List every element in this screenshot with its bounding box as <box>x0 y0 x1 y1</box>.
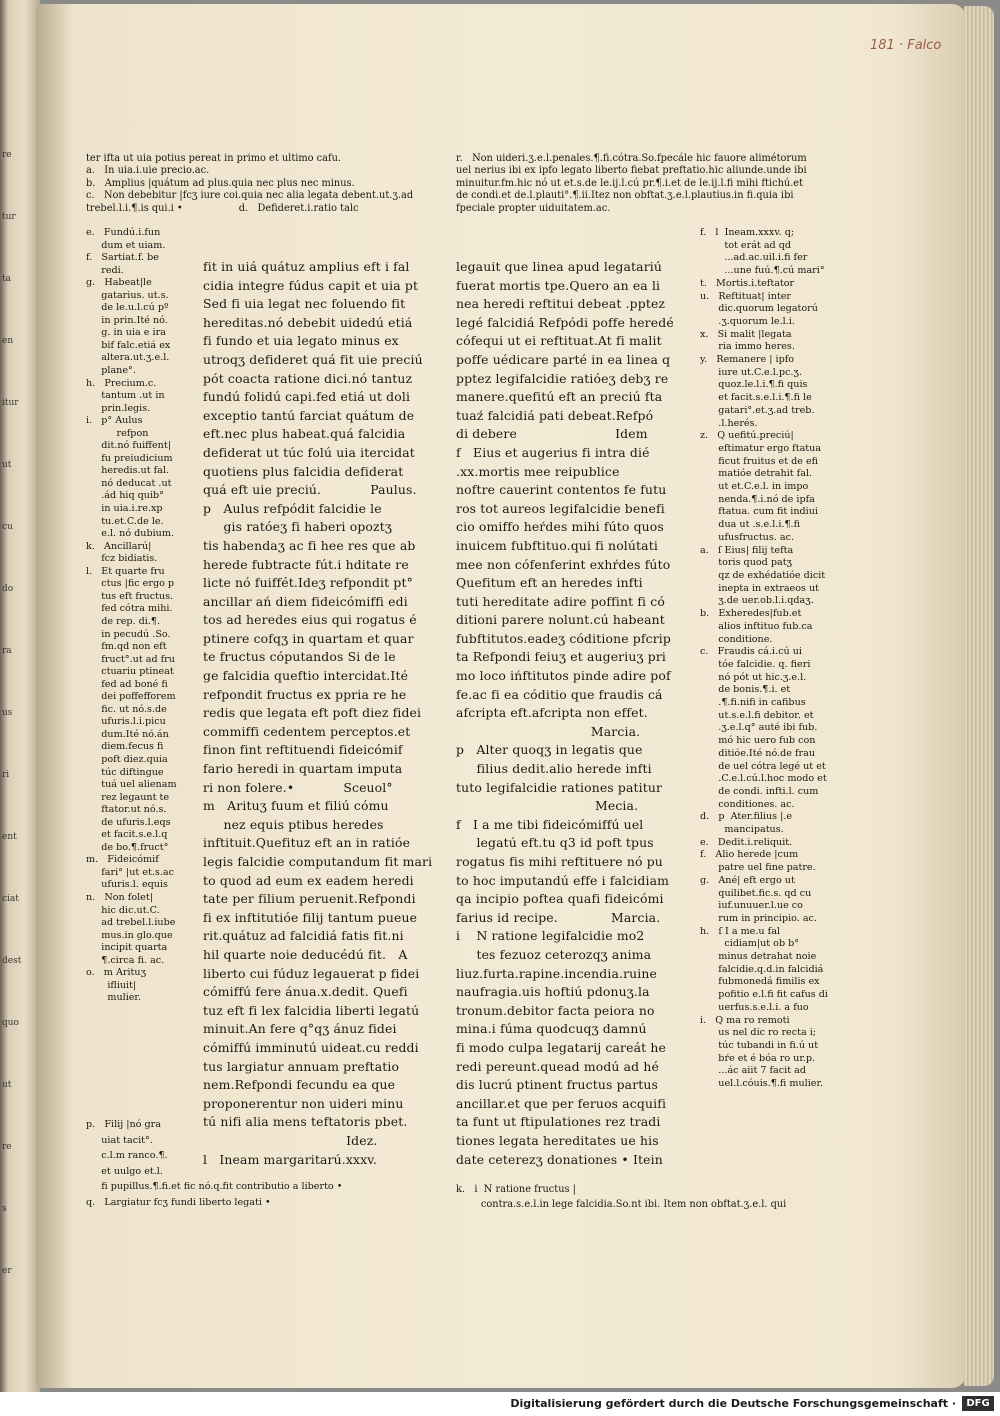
margin-note-line: m. Fideicómif <box>86 854 159 866</box>
margin-note-line: .ʒ.e.l.q° auté ibi fub. <box>700 722 818 734</box>
margin-note-line: dua ut .s.e.l.i.¶.fi <box>700 519 801 531</box>
text-line: fe.ac fi ea códitio que fraudis cá <box>456 686 663 702</box>
margin-note-line: uerfus.s.e.l.i. a fuo <box>700 1001 809 1013</box>
text-line: qa incipio poftea quafi fideicómi <box>456 891 664 907</box>
text-line: .xx.mortis mee reipublice <box>456 463 620 479</box>
margin-note-line: ufuris.l.i.picu <box>86 716 166 728</box>
margin-note-line: in uia.i.re.xp <box>86 503 163 515</box>
margin-note-line: ʒ.de uer.ob.l.i.qdaʒ. <box>700 595 814 607</box>
text-line: utroqʒ defideret quá fit uie preciú <box>203 351 423 367</box>
margin-note-line: k. Ancillarú| <box>86 540 152 552</box>
text-line: legatú eft.tu q3 id poft tpus <box>456 835 654 851</box>
margin-note-line: mancipatus. <box>700 824 784 836</box>
text-line: di debere Idem <box>456 426 648 442</box>
margin-note-line: túc diftingue <box>86 766 164 778</box>
margin-note-line: o. m Arituʒ <box>86 967 146 979</box>
margin-note-line: g. Ané| eft ergo ut <box>700 874 795 886</box>
margin-note-line: fic. ut nó.s.de <box>86 703 167 715</box>
margin-note-line: .ád hiq quib° <box>86 490 164 502</box>
margin-note-line: .¶.fi.nifi in cafibus <box>700 697 806 709</box>
margin-note-line: patre uel fine patre. <box>700 862 816 874</box>
margin-note-line: .C.e.l.cú.l.hoc modo et <box>700 773 827 785</box>
text-line: hereditas.nó debebit uidedú etiá <box>203 314 413 330</box>
facing-page-fragment: en <box>2 336 14 346</box>
margin-note-line: ¶.circa fi. ac. <box>86 954 165 966</box>
footer-credit: Digitalisierung gefördert durch die Deutsche Forschungsgemeinschaft · <box>510 1397 956 1410</box>
margin-note-line: uiat tacit°. <box>86 1134 153 1146</box>
text-line: tate per filium peruenit.Refpondi <box>203 891 416 907</box>
facing-page-fragment: tur <box>2 212 16 222</box>
margin-note-line: dit.nó fuiffent| <box>86 440 171 452</box>
margin-note-line: ufusfructus. ac. <box>700 531 795 543</box>
text-line: mee non cófenferint exhŕdes fúto <box>456 556 671 572</box>
text-column-2 <box>456 258 674 1169</box>
text-line: tú nifi alia mens teftatoris pbet. <box>203 1114 408 1130</box>
margin-note-line: dum.Ité nó.án <box>86 728 169 740</box>
facing-page-fragment: ent <box>2 832 17 842</box>
text-line: cómiffú fere ánua.x.dedit. Quefi <box>203 984 408 1000</box>
gloss-line: uel nerius ibi ex ipfo legato liberto fiebat preftatio.hic aliunde.unde ibi <box>456 165 807 177</box>
margin-note-line: ctus |fic ergo p <box>86 578 175 590</box>
text-line: finon fint reftituendi fideicómif <box>203 742 403 758</box>
margin-note-line: gatari°.et.ʒ.ad treb. <box>700 404 815 416</box>
text-line: nea heredi reftitui debeat .pptez <box>456 296 666 312</box>
digitization-footer <box>0 1392 1000 1416</box>
text-line: poffe uédicare parté in ea linea q <box>456 351 671 367</box>
margin-note-line: h. Precium.c. <box>86 377 157 389</box>
text-line: cidia integre fúdus capit et uia pt <box>203 277 419 293</box>
margin-note-line: diem.fecus fi <box>86 741 164 753</box>
margin-note-line: .ʒ.quorum le.l.i. <box>700 315 795 327</box>
text-line: manere.quefitú eft an preciú fta <box>456 389 663 405</box>
margin-note-line: bif falc.etiá ex <box>86 339 171 351</box>
margin-note-line: fruct°.ut ad fru <box>86 653 175 665</box>
gloss-line: contra.s.e.l.in lege falcidia.So.nt ibi. Item non obftat.ʒ.e.l. qui <box>456 1199 787 1210</box>
margin-note-line: tóe falcidie. q. fieri <box>700 658 811 670</box>
gloss-line: r. Non uideri.ʒ.e.l.penales.¶.fi.cótra.So.fpecále hic fauore alimétorum <box>456 153 807 164</box>
margin-note-line: refpon <box>86 427 149 439</box>
margin-note-line: fm.qd non eft <box>86 641 167 653</box>
facing-page-fragment: us <box>2 708 13 718</box>
text-line: Quefitum eft an heredes infti <box>456 575 643 591</box>
text-line: tis habendaʒ ac fi hee res que ab <box>203 537 416 553</box>
text-line: commiffi cedentem perceptos.et <box>203 723 411 739</box>
text-line: fundú folidú capi.fed etiá ut doli <box>203 389 411 405</box>
margin-note-line: e.l. nó dubium. <box>86 528 175 540</box>
margin-note-line: de ufuris.l.eqs <box>86 816 171 828</box>
facing-page-fragment: re <box>2 1142 12 1152</box>
text-line: Mecia. <box>456 798 639 814</box>
margin-note-line: incipit quarta <box>86 942 168 954</box>
margin-note-line: in prin.Ité nó. <box>86 314 168 326</box>
margin-note-line: fi pupillus.¶.fi.et fic nó.q.fit contributio a liberto • <box>86 1181 343 1192</box>
text-line: redis que legata eft poft diez fidei <box>203 705 422 721</box>
text-line: inuicem fubftituo.qui fi nolútati <box>456 537 658 553</box>
facing-page-fragment: quo <box>2 1018 19 1028</box>
margin-note-line: i. p° Aulus <box>86 415 143 427</box>
text-line: fi fundo et uia legato minus ex <box>203 333 399 349</box>
text-line: te fructus cóputandos Si de le <box>203 649 396 665</box>
text-line: tiones legata hereditates ue his <box>456 1132 659 1148</box>
text-line: ge falcidia queftio intercidat.Ité <box>203 668 409 684</box>
text-line: fubftitutos.eadeʒ códitione pfcrip <box>456 630 671 646</box>
gloss-bottom-right <box>456 1182 786 1212</box>
text-line: to quod ad eum ex eadem heredi <box>203 872 414 888</box>
margin-note-line: nenda.¶.i.nó de ipfa <box>700 493 815 505</box>
margin-note-line: túc tubandi in fi.ú ut <box>700 1040 819 1051</box>
text-line: mo loco ińftitutos pinde adire pof <box>456 668 671 684</box>
text-line: tuaź falcidiá pati debeat.Refpó <box>456 407 654 423</box>
text-line: naufragia.uis hoftiú pdonuʒ.la <box>456 984 650 1000</box>
margin-note-line: f. l Ineam.xxxv. q; <box>700 227 795 238</box>
margin-notes-left <box>86 227 177 1005</box>
text-line: gis ratóeʒ fi haberi opoztʒ <box>203 519 392 535</box>
text-line: defiderat ut túc folú uia itercidat <box>203 444 415 460</box>
text-line: legauit que linea apud legatariú <box>456 259 663 274</box>
margin-note-line: conditione. <box>700 633 773 645</box>
margin-note-line: us nel dic ro recta i; <box>700 1027 817 1039</box>
facing-page-fragment: s <box>2 1204 7 1214</box>
margin-note-line: g. in uia e ira <box>86 327 166 339</box>
text-line: hil quarte noie deducédú fit. A <box>203 946 408 962</box>
text-line: pót coacta ratione dici.nó tantuz <box>203 370 413 386</box>
facing-page-fragment: itur <box>2 398 19 408</box>
margin-note-line: n. Non folet| <box>86 891 153 903</box>
margin-note-line: de condi. infti.l. cum <box>700 785 819 797</box>
margin-note-line: i. Q ma ro remoti <box>700 1014 790 1026</box>
text-line: refpondit fructus ex ppria re he <box>203 686 407 702</box>
margin-note-line: ria immo heres. <box>700 341 795 353</box>
margin-note-line: poft diez.quia <box>86 753 168 765</box>
margin-note-line: ctuariu ptineat <box>86 666 174 678</box>
margin-note-line: tuá uel alienam <box>86 779 177 791</box>
margin-note-line: prin.legis. <box>86 402 151 414</box>
margin-note-line: redi. <box>86 264 124 276</box>
text-line: f Eius et augerius fi intra dié <box>456 444 650 460</box>
text-line: tuto legifalcidie rationes patitur <box>456 779 663 795</box>
facing-page-fragment: er <box>2 1266 12 1276</box>
gloss-line: a. In uia.i.uie precio.ac. <box>86 165 210 177</box>
margin-note-line: x. Si malit |legata <box>700 328 792 340</box>
text-line: filius dedit.alio herede infti <box>456 761 652 777</box>
margin-note-line: ...ad.ac.uil.i.fi fer <box>700 252 808 264</box>
text-line: tes fezuoz ceterozqʒ anima <box>456 946 652 962</box>
margin-note-line: et facit.s.e.l.q <box>86 829 168 841</box>
text-line: ta funt ut ftipulationes rez tradi <box>456 1114 661 1130</box>
margin-note-line: f. Sartiat.f. be <box>86 252 159 264</box>
text-line: proponerentur non uideri minu <box>203 1095 404 1111</box>
margin-note-line: et facit.s.e.l.i.¶.fi le <box>700 392 812 404</box>
text-line: ditioni parere nolunt.cú habeant <box>456 612 665 628</box>
text-line: noftre cauerint contentos fe futu <box>456 482 667 498</box>
margin-note-line: dum et uiam. <box>86 239 166 251</box>
margin-note-line: ...une fuú.¶.cú mari° <box>700 265 825 277</box>
text-line: afcripta eft.afcripta non effet. <box>456 705 648 721</box>
margin-note-line: ad trebel.l.iube <box>86 917 176 929</box>
margin-note-line: de uel cótra legé ut et <box>700 760 826 772</box>
facing-page-fragment: dest <box>2 956 22 966</box>
margin-note-line: fcz bidiatis. <box>86 553 158 565</box>
margin-note-line: bŕe et é bóa ro ur.p. <box>700 1052 816 1064</box>
text-line: Marcia. <box>456 723 641 739</box>
margin-note-line: tu.et.C.de le. <box>86 515 164 527</box>
margin-note-line: ut.s.e.l.fi debitor. et <box>700 709 814 721</box>
margin-note-line: toris quod patʒ <box>700 557 792 569</box>
margin-note-line: f. Alio herede |cum <box>700 849 799 861</box>
margin-note-line: g. Habeat|le <box>86 277 152 289</box>
text-line: fi modo culpa legatarij careát he <box>456 1039 666 1055</box>
text-line: licte nó fuiffét.Ideʒ refpondit pt° <box>203 575 413 591</box>
text-line: cio omiffo heŕdes mihi fúto quos <box>456 519 664 535</box>
dfg-logo: DFG <box>962 1396 994 1411</box>
margin-note-line: ftator.ut nó.s. <box>86 804 167 816</box>
folio-annotation: 181 · Falco <box>870 38 942 53</box>
text-line: fuerat mortis tpe.Quero an ea li <box>456 277 661 293</box>
margin-note-line: matióe detrahit fal. <box>700 468 813 480</box>
facing-page-fragment: ri <box>2 770 10 780</box>
facing-page-fragment: re <box>2 150 12 160</box>
margin-note-line: dei poffefforem <box>86 691 176 703</box>
text-line: cómiffú imminutú uideat.cu reddi <box>203 1039 419 1055</box>
text-line: pptez legifalcidie ratióeʒ debʒ re <box>456 370 669 386</box>
margin-note-line: fed cótra mihi. <box>86 603 173 615</box>
text-line: ta Refpondi feiuʒ et augeriuʒ pri <box>456 649 667 665</box>
text-line: i N ratione legifalcidie mo2 <box>456 928 645 944</box>
facing-page-fragment: ciat <box>2 894 19 904</box>
margin-note-line: de rep. di.¶. <box>86 615 161 627</box>
facing-page-edge <box>0 0 40 1392</box>
margin-notes-right <box>700 227 828 1091</box>
margin-note-line: quilibet.fic.s. qd cu <box>700 887 812 899</box>
facing-page-fragment: do <box>2 584 14 594</box>
margin-note-line: u. Reftituat| inter <box>700 290 792 302</box>
text-line: farius id recipe. Marcia. <box>456 909 661 925</box>
margin-note-line: falcidie.q.d.in falcidiá <box>700 963 824 975</box>
margin-note-line: de bonis.¶.i. et <box>700 684 791 696</box>
text-line: ancillar.et que per feruos acquifi <box>456 1095 667 1111</box>
text-line: f I a me tibi fideicómiffú uel <box>456 816 644 832</box>
margin-note-line: de le.u.l.cú pº <box>86 302 169 314</box>
margin-note-line: c. Fraudis cá.i.cú ui <box>700 646 803 658</box>
text-line: redi pereunt.quead modú ad hé <box>456 1058 659 1074</box>
margin-note-line: p. Filij |nó gra <box>86 1119 161 1130</box>
margin-note-line: q. Largiatur fcʒ fundi liberto legati • <box>86 1196 271 1208</box>
text-line: l Ineam margaritarú.xxxv. <box>203 1151 378 1167</box>
text-line: ri non folere.• Sceuol° <box>203 779 393 795</box>
gloss-line: fpeciale propter uiduitatem.ac. <box>456 202 611 214</box>
text-line: liuz.furta.rapine.incendia.ruine <box>456 965 658 981</box>
margin-note-line: mulier. <box>86 992 142 1004</box>
text-line: ancillar ań diem fideicómiffi edi <box>203 593 408 609</box>
text-line: quotiens plus falcidia defiderat <box>203 463 404 479</box>
text-line: fi ex inftitutióe filij tantum pueue <box>203 909 418 925</box>
gloss-line: minuitur.fm.hic nó ut et.s.de le.ij.l.cú pr.¶.i.et de le.ij.l.fi mihi ftichú.et <box>456 177 804 189</box>
margin-note-line: cidiam|ut ob b° <box>700 938 800 950</box>
margin-note-line: mus.in glo.que <box>86 929 173 941</box>
margin-note-line: ditióe.Ité nó.de frau <box>700 747 816 759</box>
text-line: inftituit.Quefituz eft an in ratióe <box>203 835 411 851</box>
text-line: p Alter quoqʒ in legatis que <box>456 742 643 758</box>
margin-note-line: eftimatur ergo ftatua <box>700 442 822 454</box>
margin-note-line: fed ad boné fi <box>86 678 168 690</box>
margin-note-line: rum in principio. ac. <box>700 912 817 924</box>
margin-note-line: mó hic uero fub con <box>700 735 816 747</box>
text-line: rit.quátuz ad falcidiá fatis fit.ni <box>203 928 404 944</box>
margin-note-line: b. Exheredes|fub.et <box>700 608 802 620</box>
facing-page-fragment: ra <box>2 646 12 656</box>
facing-page-fragment: ut <box>2 460 12 470</box>
text-line: p Aulus refpódit falcidie le <box>203 500 382 516</box>
gloss-line: de condi.et de.l.plauti°.¶.ii.Itez non obftat.ʒ.e.l.plautius.in fi.quia ibi <box>456 190 794 202</box>
text-line: herede fubtracte fút.i hditate re <box>203 556 409 572</box>
margin-note-line: pofitio e.l.fi fit cafus di <box>700 989 828 1001</box>
text-line: tuz eft fi lex falcidia liberti legatú <box>203 1002 420 1018</box>
margin-note-line: conditiones. ac. <box>700 798 795 810</box>
margin-note-line: e. Fundú.i.fun <box>86 227 161 238</box>
margin-note-line: tantum .ut in <box>86 390 165 402</box>
text-line: tus largiatur annuam preftatio <box>203 1058 400 1074</box>
text-line: m Arituʒ fuum et filiú cómu <box>203 798 389 814</box>
text-line: quá eft uie preciú. Paulus. <box>203 482 417 498</box>
margin-note-line: ficut fruitus et de efi <box>700 455 819 467</box>
text-line: legé falcidiá Refpódi poffe heredé <box>456 314 674 330</box>
text-line: Sed fi uia legat nec foluendo fit <box>203 296 406 312</box>
margin-note-line: qz de exhédatióe dicit <box>700 569 826 581</box>
margin-note-line: dic.quorum legatorú <box>700 303 818 315</box>
text-line: tuti hereditate adire poffint fi có <box>456 593 665 609</box>
margin-note-line: tus eft fructus. <box>86 590 174 602</box>
facing-page-fragment: cu <box>2 522 13 532</box>
gloss-line: trebel.l.i.¶.is qui.i • d. Defideret.i.ratio talc <box>86 202 359 214</box>
text-column-1 <box>203 258 432 1169</box>
margin-note-line: minus detrahat noie <box>700 951 817 963</box>
margin-note-line: et uulgo et.l. <box>86 1165 163 1177</box>
margin-note-line: a. ſ Eius| filij tefta <box>700 544 794 556</box>
text-line: nem.Refpondi fecundu ea que <box>203 1077 396 1093</box>
margin-note-line: ut et.C.e.l. in impo <box>700 481 809 493</box>
margin-note-line: inepta in extraeos ut <box>700 582 819 594</box>
margin-note-line: quoz.le.l.i.¶.fi quis <box>700 379 808 391</box>
margin-note-line: plane°. <box>86 365 136 377</box>
margin-note-line: c.l.m ranco.¶. <box>86 1150 168 1161</box>
margin-note-line: fu preiudicium <box>86 452 173 464</box>
text-line: dis lucrú ptinent fructus partus <box>456 1077 659 1093</box>
text-line: fario heredi in quartam imputa <box>203 761 403 777</box>
margin-note-line: .l.herés. <box>700 417 758 429</box>
text-line: ptinere cofqʒ in quartam et quar <box>203 630 414 646</box>
margin-note-line: de bo.¶.fruct° <box>86 841 169 853</box>
text-line: rogatus fis mihi reftituere nó pu <box>456 854 663 869</box>
margin-note-line: gatarius. ut.s. <box>86 289 169 301</box>
margin-note-line: ...ác aiit 7 facit ad <box>700 1065 806 1077</box>
text-line: eft.nec plus habeat.quá falcidia <box>203 426 406 442</box>
text-line: minuit.An fere q°qʒ ánuz fidei <box>203 1021 397 1037</box>
margin-note-line: uel.l.cóuis.¶.fi mulier. <box>700 1078 824 1090</box>
facing-page-fragment: ta <box>2 274 11 284</box>
text-line: date ceterezʒ donationes • Itein <box>456 1151 663 1167</box>
gloss-top-right <box>456 153 807 215</box>
margin-note-line: fubmonedá fimilis ex <box>700 976 820 988</box>
margin-note-line: rez legaunt te <box>86 791 170 803</box>
text-line: ros tot aureos legifalcidie benefi <box>456 500 665 516</box>
margin-note-line: d. p Ater.filius |.e <box>700 811 793 823</box>
gloss-line: c. Non debebitur |fcʒ iure coi.quia nec alia legata debent.ut.ʒ.ad <box>86 190 414 202</box>
margin-note-line: ufuris.l. equis <box>86 879 168 891</box>
text-line: tos ad heredes eius qui rogatus é <box>203 612 417 628</box>
margin-note-line: ftatua. cum fit indiui <box>700 506 818 518</box>
margin-note-line: hic dic.ut.C. <box>86 904 160 916</box>
text-line: nez equis ptibus heredes <box>203 816 384 832</box>
text-line: Idez. <box>203 1132 378 1148</box>
margin-note-line: altera.ut.ʒ.e.l. <box>86 352 170 364</box>
gloss-line: b. Amplius |quátum ad plus.quia nec plus nec minus. <box>86 177 355 189</box>
margin-note-line: ifliuit| <box>86 979 137 991</box>
margin-note-line: iuf.unuuer.l.ue co <box>700 900 803 912</box>
text-line: fit in uiá quátuz amplius eft i fal <box>203 259 410 274</box>
margin-note-line: l. Et quarte fru <box>86 565 165 577</box>
margin-note-line: heredis.ut fal. <box>86 465 170 477</box>
margin-note-line: y. Remanere | ipfo <box>700 354 795 366</box>
text-line: cófequi ut ei reftituat.At fi malit <box>456 333 662 349</box>
margin-note-line: nó pót ut hic.ʒ.e.l. <box>700 671 807 683</box>
margin-note-line: in pecudú .So. <box>86 628 171 640</box>
margin-note-line: nó deducat .ut <box>86 477 172 489</box>
page-fore-edge <box>964 6 994 1386</box>
margin-note-line: z. Q uefitú.preciú| <box>700 430 794 442</box>
text-line: legis falcidie computandum fit mari <box>203 854 433 869</box>
margin-note-line: alios inftituo fub.ca <box>700 620 813 632</box>
text-line: mina.i fúma quodcuqʒ damnú <box>456 1021 647 1037</box>
text-line: exceptio tantú farciat quátum de <box>203 407 415 423</box>
margin-note-line: e. Dedit.i.reliquit. <box>700 836 793 848</box>
facing-page-fragment: ut <box>2 1080 12 1090</box>
margin-note-line: iure ut.C.e.l.pc.ʒ. <box>700 366 802 378</box>
text-line: tronum.debitor facta peiora no <box>456 1002 655 1018</box>
gloss-line: k. i N ratione fructus | <box>456 1184 576 1195</box>
gloss-top-left <box>86 153 413 215</box>
margin-note-line: tot erát ad qd <box>700 239 792 251</box>
gloss-line: ter ifta ut uia potius pereat in primo et ultimo cafu. <box>86 153 342 164</box>
margin-note-line: t. Mortis.i.teftator <box>700 277 795 289</box>
text-line: liberto cui fúduz legauerat p fidei <box>203 965 420 981</box>
text-line: to hoc imputandú effe i falcidiam <box>456 872 670 888</box>
margin-note-line: h. ſ I a me.u fal <box>700 925 780 937</box>
margin-note-line: fari° |ut et.s.ac <box>86 866 174 878</box>
